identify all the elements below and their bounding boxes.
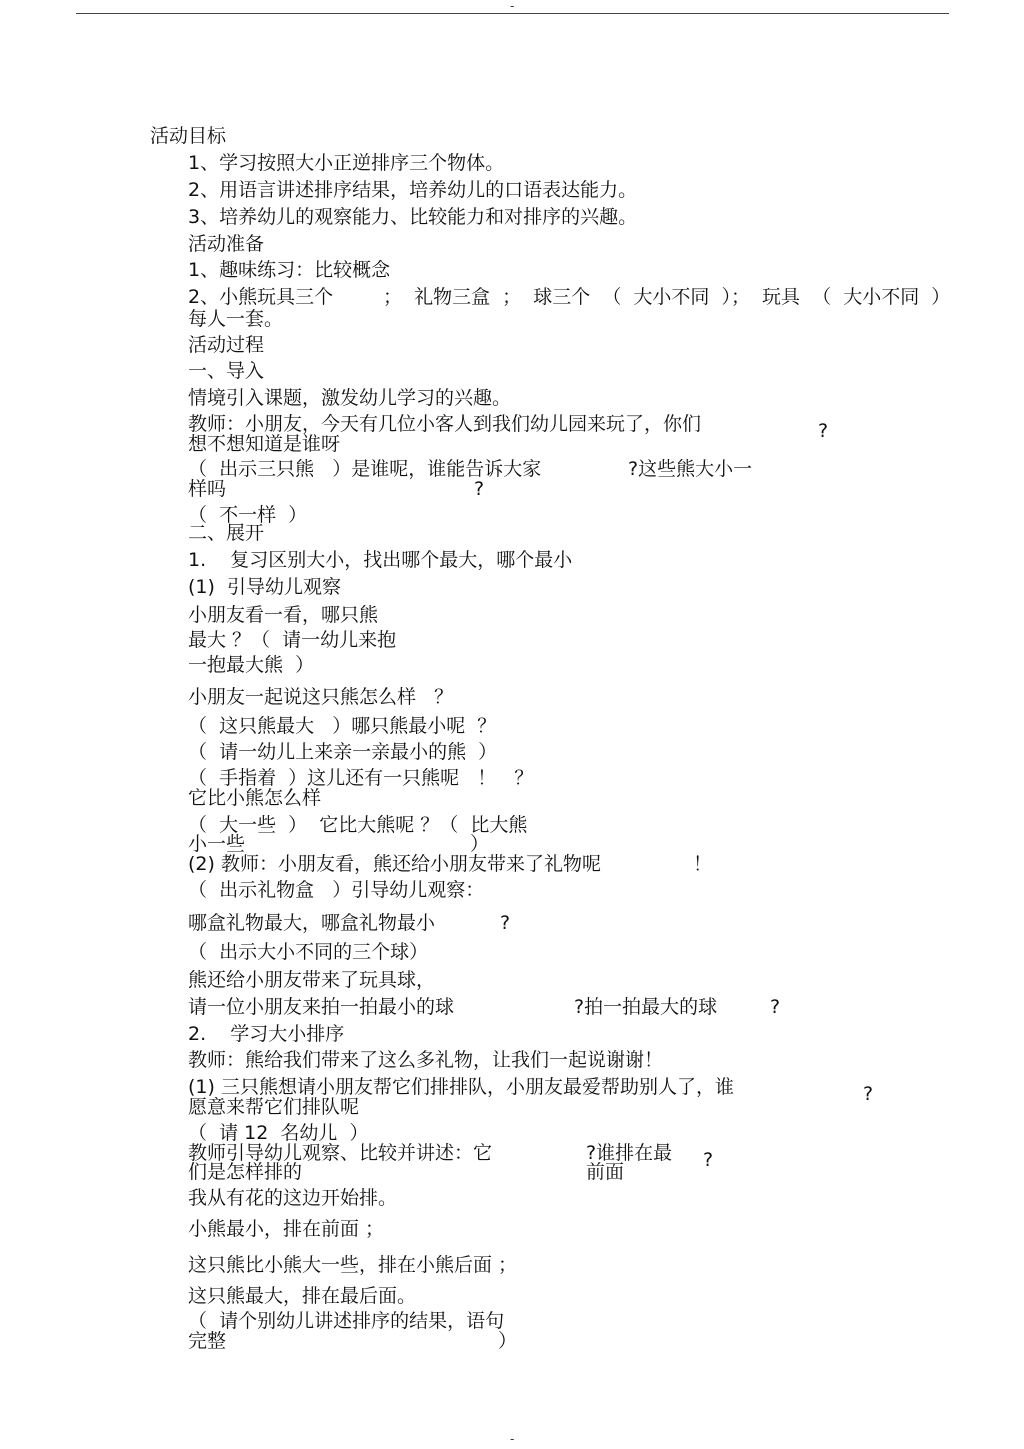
invite-children-line: （ 请 12 名幼儿 ） [188, 1122, 369, 1144]
teacher-guide-line: 教师引导幼儿观察、比较并讲述：它 [188, 1142, 493, 1164]
pat-ball-line: 请一位小朋友来拍一拍最小的球 [188, 996, 455, 1018]
step-1-heading: 1. 复习区别大小，找出哪个最大，哪个最小 [188, 549, 573, 571]
goal-1: 1、学习按照大小正逆排序三个物体。 [188, 152, 505, 174]
same-size-mark: ? [474, 478, 485, 500]
willing-help-line: 愿意来帮它们排队呢 [188, 1096, 360, 1118]
same-size-line: 样吗 [188, 478, 227, 500]
big-bear-last: 这只熊最大，排在最后面。 [188, 1285, 417, 1307]
prep-2-items: ； 礼物三盒 ； 球三个 （ 大小不同 ）； 玩具 （ 大小不同 ） [383, 286, 951, 308]
how-arranged-line: 们是怎样排的 [188, 1161, 303, 1183]
goal-2: 2、用语言讲述排序结果，培养幼儿的口语表达能力。 [188, 179, 638, 201]
front-line: 前面 [586, 1161, 625, 1183]
complete-line: 完整 [188, 1330, 227, 1352]
answer-not-same: （ 不一样 ） [188, 504, 308, 526]
complete-line-close: ） [498, 1330, 518, 1352]
thank-you-line: 教师：熊给我们带来了这么多礼物，让我们一起说谢谢！ [188, 1049, 664, 1071]
step-1-sub-2: (2) 教师：小朋友看，熊还给小朋友带来了礼物呢 [188, 853, 601, 875]
small-bear-front: 小熊最小，排在前面 ； [188, 1218, 385, 1240]
step-1-sub-1: (1) 引导幼儿观察 [188, 576, 341, 598]
retell-line: （ 请个别幼儿讲述排序的结果，语句 [188, 1310, 505, 1332]
bigger-line: （ 大一些 ） 它比大熊呢 ？（ 比大熊 [188, 814, 528, 836]
say-together-line: 小朋友一起说这只熊怎么样 ？ [188, 686, 454, 708]
step-2-heading: 2. 学习大小排序 [188, 1023, 345, 1045]
gift-compare-mark: ? [500, 912, 511, 934]
show-bears-line: （ 出示三只熊 ）是谁呢，谁能告诉大家 [188, 458, 542, 480]
header-rule [76, 13, 949, 14]
pat-biggest-mark: ? [770, 996, 781, 1018]
show-bears-question: ?这些熊大小一 [628, 458, 753, 480]
prep-2-end: 每人一套。 [188, 308, 284, 330]
kiss-smallest-line: （ 请一幼儿上来亲一亲最小的熊 ） [188, 741, 498, 763]
step-1-sub-2-mark: ！ [693, 853, 713, 875]
who-first-line: ?谁排在最 [586, 1142, 673, 1164]
smaller-line: 小一些 [188, 833, 246, 855]
footer-mark: - [510, 1432, 515, 1446]
step-2-sub-1-mark: ? [863, 1083, 874, 1105]
prep-2-start: 2、小熊玩具三个 [188, 286, 334, 308]
header-mark: - [510, 0, 515, 13]
smaller-line-close: ） [470, 833, 490, 855]
heading-activity-process: 活动过程 [188, 334, 265, 356]
look-line-1: 小朋友看一看，哪只熊 [188, 604, 379, 626]
balls-gift-line: 熊还给小朋友带来了玩具球， [188, 969, 436, 991]
teacher-guide-mark: ? [703, 1149, 714, 1171]
middle-bear-line: 这只熊比小熊大一些，排在小熊后面 ； [188, 1254, 518, 1276]
heading-activity-preparation: 活动准备 [188, 233, 265, 255]
compare-small-line: 它比小熊怎么样 [188, 787, 322, 809]
pat-biggest-line: ?拍一拍最大的球 [574, 996, 718, 1018]
teacher-line-2: 想不想知道是谁呀 [188, 433, 341, 455]
section-introduction: 一、导入 [188, 360, 265, 382]
heading-activity-goals: 活动目标 [150, 125, 227, 147]
show-gifts-line: （ 出示礼物盒 ）引导幼儿观察： [188, 879, 485, 901]
biggest-line: （ 这只熊最大 ）哪只熊最小呢 ？ [188, 715, 497, 737]
step-2-sub-1: (1) 三只熊想请小朋友帮它们排排队，小朋友最爱帮助别人了，谁 [188, 1076, 734, 1098]
show-balls-line: （ 出示大小不同的三个球） [188, 941, 429, 963]
teacher-line-1-mark: ? [818, 420, 829, 442]
look-line-3: 一抱最大熊 ） [188, 654, 315, 676]
section-expansion: 二、展开 [188, 522, 265, 544]
pointing-line: （ 手指着 ）这儿还有一只熊呢 ！ ？ [188, 767, 534, 789]
teacher-line-1: 教师：小朋友，今天有几位小客人到我们幼儿园来玩了，你们 [188, 413, 702, 435]
prep-1: 1、趣味练习：比较概念 [188, 259, 391, 281]
look-line-2: 最大 ？（ 请一幼儿来抱 [188, 629, 397, 651]
intro-text: 情境引入课题，激发幼儿学习的兴趣。 [188, 387, 512, 409]
start-flower-line: 我从有花的这边开始排。 [188, 1187, 398, 1209]
goal-3: 3、培养幼儿的观察能力、比较能力和对排序的兴趣。 [188, 206, 638, 228]
gift-compare-line: 哪盒礼物最大，哪盒礼物最小 [188, 912, 436, 934]
